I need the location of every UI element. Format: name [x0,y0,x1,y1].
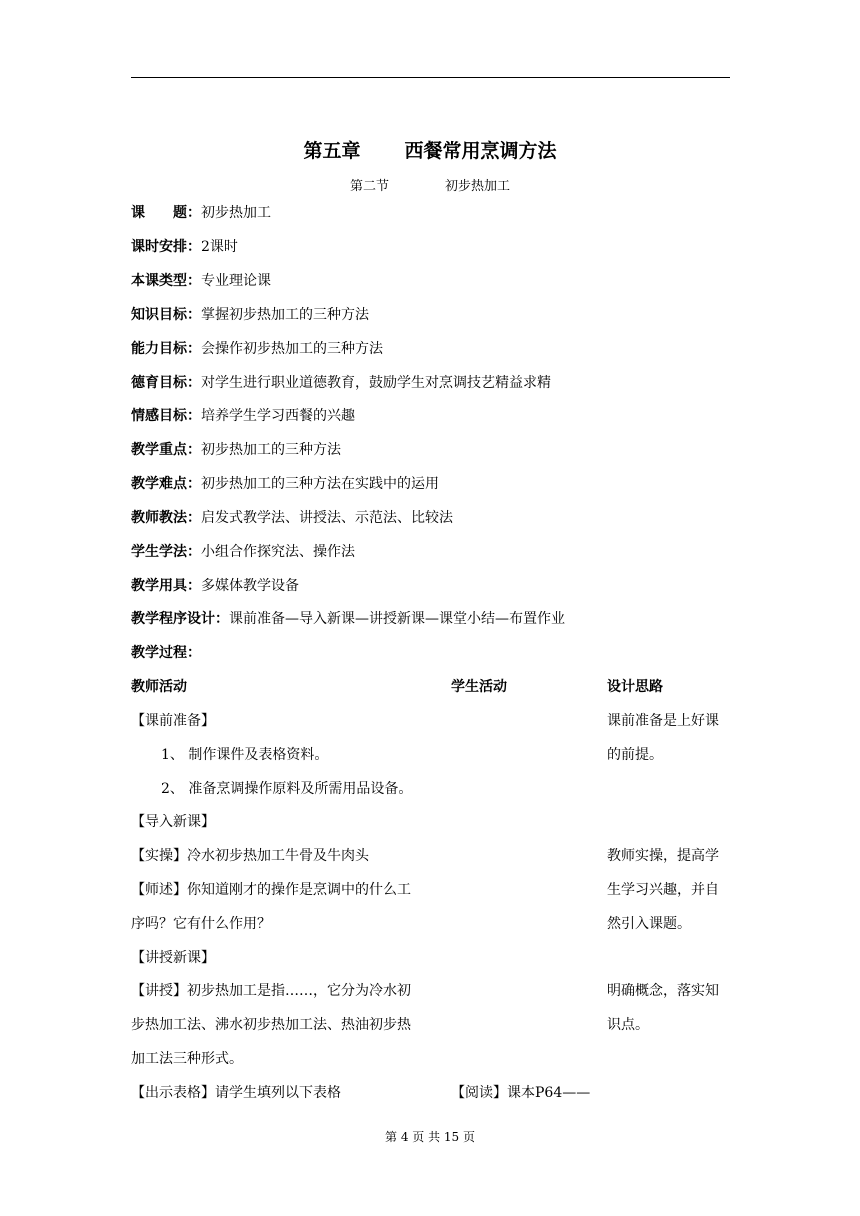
info-label: 教学用具： [131,578,201,594]
info-row-key-point [131,439,341,459]
info-label: 情感目标： [131,408,201,424]
info-row-procedure [131,608,565,628]
teacher-line: 1、 制作课件及表格资料。 [161,747,329,763]
info-label: 课时安排： [131,239,201,255]
design-line: 教师实操，提高学 [607,848,719,864]
info-label: 教师教法： [131,510,201,526]
student-line: 【阅读】课本P64—— [451,1085,591,1101]
info-label: 教学过程： [131,645,201,661]
teacher-line: 加工法三种形式。 [131,1051,243,1067]
design-line: 的前提。 [607,747,663,763]
info-row-difficulty [131,473,439,493]
info-label: 本课类型： [131,273,201,289]
info-value: 掌握初步热加工的三种方法 [201,307,369,323]
info-value: 初步热加工的三种方法 [201,442,341,458]
teacher-line: 【师述】你知道刚才的操作是烹调中的什么工 [131,882,411,898]
info-row-ability-goal [131,338,383,358]
info-value: 多媒体教学设备 [201,578,299,594]
teacher-line: 序吗？它有什么作用？ [131,916,271,932]
info-label: 能力目标： [131,341,201,357]
section-title [0,175,860,194]
info-label: 知识目标： [131,307,201,323]
info-label: 教学程序设计： [131,611,229,627]
chapter-title [0,136,860,163]
design-line: 课前准备是上好课 [607,713,719,729]
header-student-activity: 学生活动 [451,679,507,695]
header-teacher-activity: 教师活动 [131,679,187,695]
info-value: 培养学生学习西餐的兴趣 [201,408,355,424]
header-rule [131,77,730,78]
header-design-idea: 设计思路 [607,679,663,695]
teacher-line: 【讲授新课】 [131,950,215,966]
info-row-process [131,642,201,662]
info-row-emotion-goal [131,405,355,425]
teacher-line: 【讲授】初步热加工是指……，它分为冷水初 [131,983,411,999]
info-value: 专业理论课 [201,273,271,289]
info-row-type [131,270,271,290]
info-value: 对学生进行职业道德教育，鼓励学生对烹调技艺精益求精 [201,375,551,391]
info-value: 小组合作探究法、操作法 [201,544,355,560]
teacher-line: 【课前准备】 [131,713,215,729]
design-line: 识点。 [607,1017,649,1033]
teacher-line: 步热加工法、沸水初步热加工法、热油初步热 [131,1017,411,1033]
teacher-line: 2、 准备烹调操作原料及所需用品设备。 [161,781,413,797]
info-value: 2课时 [201,239,238,255]
info-value: 会操作初步热加工的三种方法 [201,341,383,357]
page-footer: 第 4 页 共 15 页 [385,1130,475,1144]
design-line: 生学习兴趣，并自 [607,882,719,898]
teacher-line: 【实操】冷水初步热加工牛骨及牛肉头 [131,848,369,864]
info-row-knowledge-goal [131,304,369,324]
info-row-learning-method [131,541,355,561]
section-name: 初步热加工 [445,179,511,194]
info-value: 课前准备—导入新课—讲授新课—课堂小结—布置作业 [229,611,565,627]
info-row-teaching-method [131,507,453,527]
info-row-topic [131,202,271,222]
info-label: 课 题： [131,205,201,221]
design-line: 然引入课题。 [607,916,691,932]
teacher-line: 【导入新课】 [131,814,215,830]
info-row-tools [131,575,299,595]
info-label: 教学难点： [131,476,201,492]
info-value: 初步热加工 [201,205,271,221]
chapter-number: 第五章 [303,140,361,162]
info-label: 教学重点： [131,442,201,458]
info-label: 学生学法： [131,544,201,560]
chapter-name: 西餐常用烹调方法 [404,140,557,162]
info-label: 德育目标： [131,375,201,391]
info-row-moral-goal [131,372,551,392]
info-value: 启发式教学法、讲授法、示范法、比较法 [201,510,453,526]
teacher-line: 【出示表格】请学生填列以下表格 [131,1085,341,1101]
info-row-hours [131,236,238,256]
info-value: 初步热加工的三种方法在实践中的运用 [201,476,439,492]
section-number: 第二节 [349,179,389,194]
design-line: 明确概念，落实知 [607,983,719,999]
